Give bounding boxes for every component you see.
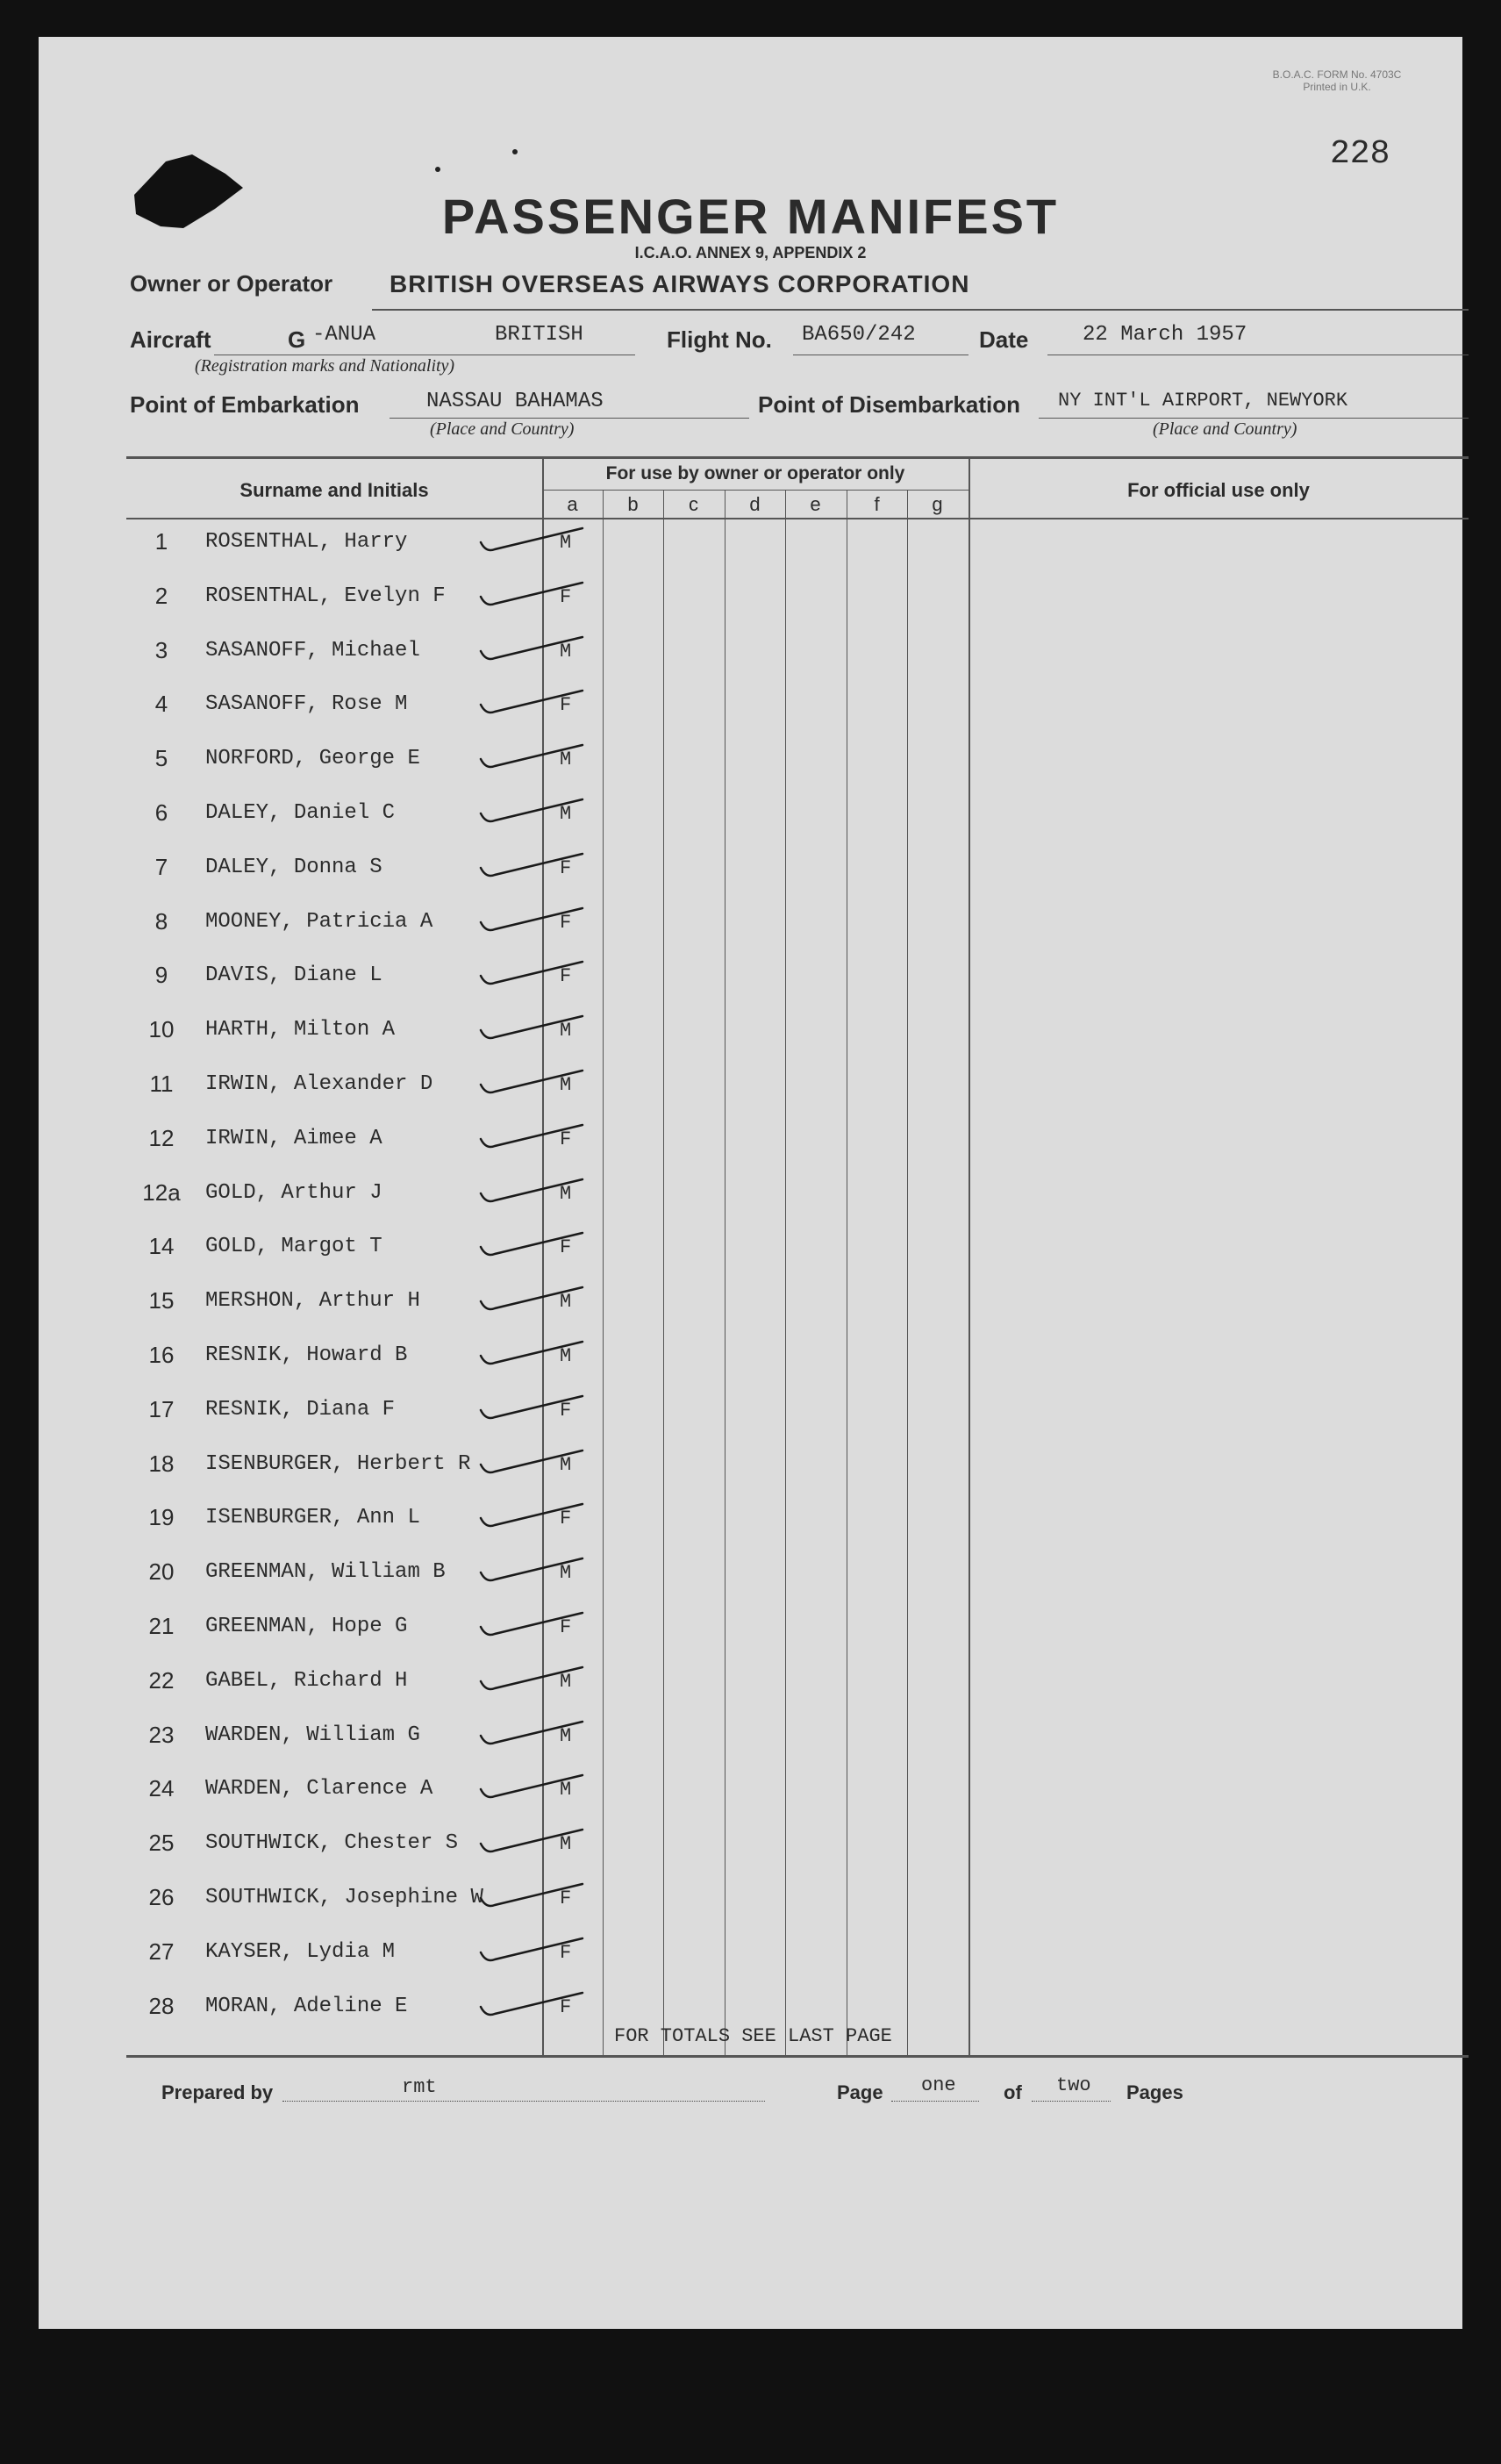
check-mark	[477, 1499, 591, 1536]
col-divider-official	[969, 456, 970, 2055]
owner-subheader-rule	[542, 490, 969, 491]
passenger-sex: F	[560, 1128, 572, 1150]
passenger-sex: M	[560, 1779, 572, 1801]
passenger-name: ISENBURGER, Herbert R	[205, 1452, 471, 1476]
row-number: 23	[148, 1722, 175, 1748]
row-number: 3	[154, 637, 168, 663]
check-mark	[477, 1282, 591, 1319]
row-number: 12	[148, 1125, 175, 1151]
row-number: 25	[148, 1830, 175, 1856]
row-number: 26	[148, 1884, 175, 1910]
check-mark	[477, 523, 591, 560]
passenger-name: DALEY, Daniel C	[205, 801, 396, 825]
col-header-names: Surname and Initials	[239, 479, 429, 501]
row-number: 12a	[142, 1179, 181, 1206]
passenger-name: RESNIK, Diana F	[205, 1398, 396, 1422]
of-label: of	[1004, 2081, 1022, 2103]
passenger-name: ROSENTHAL, Harry	[205, 530, 408, 554]
prepared-label: Prepared by	[161, 2081, 274, 2103]
row-number: 22	[148, 1667, 175, 1694]
passenger-sex: F	[560, 1400, 572, 1422]
subcol-header-b: b	[627, 493, 639, 515]
manifest-sheet	[39, 37, 1462, 2329]
owner-value: BRITISH OVERSEAS AIRWAYS CORPORATION	[390, 270, 970, 297]
check-mark	[477, 1391, 591, 1428]
form-subtitle: I.C.A.O. ANNEX 9, APPENDIX 2	[634, 244, 867, 261]
row-number: 10	[148, 1016, 175, 1042]
row-number: 18	[148, 1450, 175, 1477]
passenger-name: SOUTHWICK, Josephine W	[205, 1886, 483, 1909]
aircraft-nationality: BRITISH	[495, 323, 583, 347]
passenger-name: SOUTHWICK, Chester S	[205, 1831, 459, 1855]
passenger-sex: M	[560, 1074, 572, 1096]
passenger-name: GREENMAN, Hope G	[205, 1615, 408, 1638]
passenger-name: ROSENTHAL, Evelyn F	[205, 584, 446, 608]
passenger-name: GOLD, Arthur J	[205, 1181, 382, 1205]
passenger-sex: F	[560, 1942, 572, 1964]
row-number: 20	[148, 1558, 175, 1585]
of-rule	[1032, 2101, 1111, 2102]
subcol-header-e: e	[810, 493, 821, 515]
passenger-sex: M	[560, 1345, 572, 1367]
passenger-name: GREENMAN, William B	[205, 1560, 446, 1584]
check-mark	[477, 956, 591, 993]
row-number: 11	[149, 1071, 174, 1097]
passenger-sex: M	[560, 749, 572, 770]
page-number: 228	[1330, 135, 1390, 173]
passenger-sex: F	[560, 912, 572, 934]
passenger-name: RESNIK, Howard B	[205, 1343, 408, 1367]
check-mark	[477, 849, 591, 885]
passenger-sex: M	[560, 641, 572, 663]
form-title: PASSENGER MANIFEST	[441, 189, 1060, 244]
ink-dot	[512, 149, 518, 154]
passenger-sex: M	[560, 1183, 572, 1205]
subcol-header-g: g	[932, 493, 943, 515]
page-label: Page	[837, 2081, 883, 2103]
disembark-note: (Place and Country)	[1153, 419, 1297, 439]
row-number: 24	[148, 1775, 175, 1801]
passenger-sex: M	[560, 1562, 572, 1584]
date-value: 22 March 1957	[1083, 323, 1247, 347]
check-mark	[477, 1933, 591, 1970]
disembark-rule	[1039, 418, 1469, 419]
table-top-rule	[126, 456, 1469, 459]
check-mark	[477, 1228, 591, 1264]
row-number: 15	[148, 1287, 175, 1314]
check-mark	[477, 794, 591, 831]
col-divider-a	[603, 490, 604, 2055]
passenger-sex: F	[560, 1508, 572, 1529]
form-code	[1232, 68, 1442, 93]
check-mark	[477, 1879, 591, 1916]
aircraft-reg-prefix: G	[288, 326, 306, 353]
subcol-header-a: a	[567, 493, 578, 515]
passenger-sex: M	[560, 803, 572, 825]
totals-note: FOR TOTALS SEE LAST PAGE	[614, 2025, 892, 2047]
passenger-name: SASANOFF, Michael	[205, 639, 420, 663]
passenger-sex: M	[560, 1454, 572, 1476]
row-number: 1	[154, 528, 168, 555]
prepared-rule	[282, 2101, 765, 2102]
passenger-name: DAVIS, Diane L	[205, 963, 382, 987]
passenger-name: DALEY, Donna S	[205, 856, 382, 879]
passenger-name: MORAN, Adeline E	[205, 1995, 408, 2018]
passenger-name: ISENBURGER, Ann L	[205, 1506, 420, 1529]
col-divider-b	[663, 490, 664, 2055]
disembark-value: NY INT'L AIRPORT, NEWYORK	[1058, 390, 1348, 412]
passenger-sex: F	[560, 586, 572, 608]
row-number: 19	[148, 1504, 175, 1530]
check-mark	[477, 1445, 591, 1482]
embark-note: (Place and Country)	[430, 419, 575, 439]
passenger-name: GABEL, Richard H	[205, 1669, 408, 1693]
of-value: two	[1056, 2074, 1091, 2096]
check-mark	[477, 1553, 591, 1590]
check-mark	[477, 1770, 591, 1807]
passenger-name: GOLD, Margot T	[205, 1235, 382, 1258]
passenger-sex: F	[560, 1616, 572, 1638]
passenger-name: SASANOFF, Rose M	[205, 692, 408, 716]
flight-label: Flight No.	[667, 326, 772, 353]
owner-label: Owner or Operator	[130, 270, 333, 297]
check-mark	[477, 740, 591, 777]
form-code-line2: Printed in U.K.	[1303, 81, 1371, 93]
passenger-name: WARDEN, William G	[205, 1723, 420, 1747]
row-number: 16	[148, 1342, 175, 1368]
subcol-header-d: d	[749, 493, 761, 515]
passenger-name: IRWIN, Alexander D	[205, 1072, 433, 1096]
passenger-name: MOONEY, Patricia A	[205, 910, 433, 934]
check-mark	[477, 1065, 591, 1102]
passenger-sex: F	[560, 965, 572, 987]
passenger-sex: M	[560, 1291, 572, 1313]
aircraft-label: Aircraft	[130, 326, 211, 353]
passenger-sex: M	[560, 1725, 572, 1747]
passenger-sex: F	[560, 1236, 572, 1258]
col-header-official: For official use only	[1127, 479, 1310, 501]
col-divider-d	[785, 490, 786, 2055]
row-number: 8	[154, 908, 168, 935]
check-mark	[477, 1608, 591, 1644]
check-mark	[477, 1011, 591, 1048]
passenger-name: HARTH, Milton A	[205, 1018, 396, 1042]
check-mark	[477, 1716, 591, 1753]
passenger-name: IRWIN, Aimee A	[205, 1127, 382, 1150]
passenger-name: KAYSER, Lydia M	[205, 1940, 396, 1964]
ink-dot	[435, 167, 440, 172]
passenger-name: WARDEN, Clarence A	[205, 1777, 433, 1801]
col-header-owner: For use by owner or operator only	[605, 463, 905, 483]
passenger-sex: F	[560, 1996, 572, 2018]
aircraft-reg-value: -ANUA	[312, 323, 376, 347]
check-mark	[477, 685, 591, 722]
check-mark	[477, 903, 591, 940]
check-mark	[477, 1988, 591, 2024]
row-number: 14	[148, 1233, 175, 1259]
row-number: 4	[154, 691, 168, 717]
passenger-sex: F	[560, 857, 572, 879]
row-number: 21	[148, 1613, 175, 1639]
row-number: 2	[154, 583, 168, 609]
check-mark	[477, 632, 591, 669]
check-mark	[477, 1662, 591, 1699]
page-value: one	[921, 2074, 956, 2096]
row-number: 27	[148, 1938, 175, 1965]
embark-rule	[390, 418, 749, 419]
passenger-sex: F	[560, 694, 572, 716]
date-label: Date	[979, 326, 1029, 353]
pages-label: Pages	[1126, 2081, 1183, 2103]
subcol-header-f: f	[874, 493, 880, 515]
check-mark	[477, 1174, 591, 1211]
row-number: 7	[154, 854, 168, 880]
disembark-label: Point of Disembarkation	[758, 391, 1021, 418]
owner-rule	[372, 309, 1469, 311]
subcol-header-c: c	[689, 493, 698, 515]
row-number: 9	[154, 962, 168, 988]
form-code-line1: B.O.A.C. FORM No. 4703C	[1272, 68, 1402, 81]
check-mark	[477, 577, 591, 614]
check-mark	[477, 1336, 591, 1373]
row-number: 5	[154, 745, 168, 771]
check-mark	[477, 1120, 591, 1157]
aircraft-note: (Registration marks and Nationality)	[195, 356, 455, 376]
row-number: 6	[154, 799, 168, 826]
check-mark	[477, 1824, 591, 1861]
prepared-value: rmt	[402, 2076, 437, 2098]
passenger-name: MERSHON, Arthur H	[205, 1289, 420, 1313]
table-bottom-rule	[126, 2055, 1469, 2058]
passenger-sex: F	[560, 1887, 572, 1909]
page-rule	[891, 2101, 979, 2102]
passenger-sex: M	[560, 532, 572, 554]
embark-label: Point of Embarkation	[130, 391, 360, 418]
row-number: 28	[148, 1993, 175, 2019]
passenger-name: NORFORD, George E	[205, 747, 420, 770]
passenger-sex: M	[560, 1020, 572, 1042]
row-number: 17	[148, 1396, 175, 1422]
flight-value: BA650/242	[802, 323, 916, 347]
passenger-sex: M	[560, 1833, 572, 1855]
embark-value: NASSAU BAHAMAS	[426, 390, 604, 413]
col-divider-f	[907, 490, 908, 2055]
table-header-rule	[126, 518, 1469, 519]
passenger-sex: M	[560, 1671, 572, 1693]
